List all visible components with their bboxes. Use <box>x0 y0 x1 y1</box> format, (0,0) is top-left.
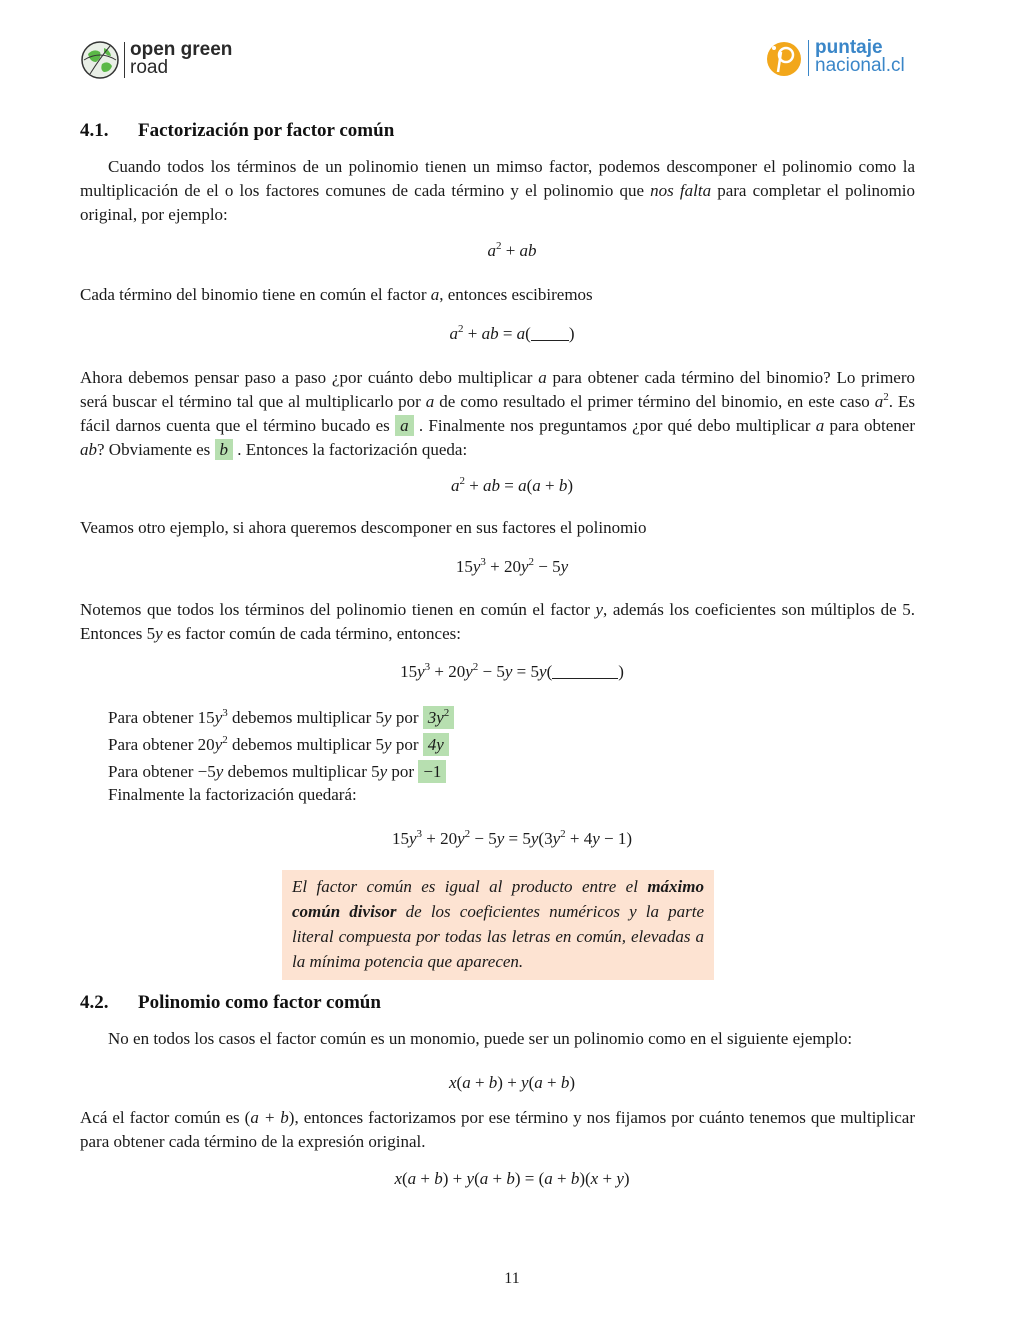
equation-8: x(a + b) + y(a + b) = (a + b)(x + y) <box>394 1169 630 1188</box>
answer-text: −1 <box>423 762 442 781</box>
text: . Entonces la factorización queda: <box>233 440 468 459</box>
paragraph-2 <box>80 283 915 307</box>
answer-highlight <box>418 760 446 783</box>
text: Para obtener −5 <box>108 762 216 781</box>
globe-icon <box>80 40 120 80</box>
answer-text: 4y <box>427 735 444 754</box>
open-green-road-logo <box>80 40 280 80</box>
paragraph-3 <box>80 366 915 462</box>
math-var: a <box>430 285 440 304</box>
exponent: 3 <box>222 707 228 719</box>
text: Cuando todos los términos de un polinomio tienen un mimso factor, podemos descomponer el polinomio como la multiplicación de el o los factores comunes de cada término y el polinomio que <box>80 157 915 200</box>
text: para obtener <box>824 416 915 435</box>
text: de como resultado el primer término del binomio, en este caso <box>434 392 875 411</box>
math-var: y <box>384 708 392 727</box>
math-var: y <box>379 762 388 781</box>
note-box <box>282 870 714 980</box>
sun-icon <box>765 40 803 78</box>
equation-3: $a^2$ + ab = a(a + b) <box>450 475 574 495</box>
text: ? Obviamente es <box>97 440 215 459</box>
text: , además los coeficientes son múltiplos de 5. Entonces 5 <box>80 600 915 643</box>
math-var: a <box>538 368 547 387</box>
page-number: 11 <box>504 1270 520 1287</box>
exponent: 2 <box>222 734 228 746</box>
section-heading <box>80 992 381 1014</box>
text: El factor común es igual al producto entre el <box>292 877 648 896</box>
emphasis: máximo común divisor <box>292 877 704 921</box>
text: por <box>391 708 423 727</box>
brand-line2: road <box>130 57 169 78</box>
text: Acá el factor común es ( <box>80 1108 251 1127</box>
text: debemos multiplicar 5 <box>223 762 380 781</box>
equation-6: $15y^3 + 20y^2 - 5y = 5y(3y^2 + 4y - 1)$ <box>391 828 633 848</box>
equation-2: $a^2$ + ab = a( ) <box>449 323 575 343</box>
math-var: a <box>815 416 825 435</box>
brand-line1: open green <box>130 39 233 60</box>
paragraph-5 <box>80 598 915 646</box>
text: para completar el polinomio original, por ejemplo: <box>80 181 915 224</box>
answer-highlight: a <box>395 415 414 436</box>
math-var: y <box>595 600 604 619</box>
text: , entonces escibiremos <box>439 285 593 304</box>
paragraph-6: No en todos los casos el factor común es un monomio, puede ser un polinomio como en el siguiente ejemplo: <box>108 1029 853 1048</box>
step-row <box>108 758 708 785</box>
math-var: y <box>214 708 223 727</box>
text: Notemos que todos los términos del polinomio tienen en común el factor <box>80 600 596 619</box>
exponent: 2 <box>443 707 450 719</box>
paragraph-intro <box>80 155 915 227</box>
text: debemos multiplicar 5 <box>227 735 385 754</box>
math-expr: a + b <box>250 1108 289 1127</box>
text: Para obtener 15 <box>108 708 215 727</box>
equation-5: $15y^3 + 20y^2 - 5y = 5y$( ) <box>400 661 624 681</box>
steps-final: Finalmente la factorización quedará: <box>108 785 357 804</box>
text: . Es fácil darnos cuenta que el término bucado es <box>80 392 915 435</box>
text: Ahora debemos pensar paso a paso ¿por cuánto debo multiplicar <box>80 368 539 387</box>
text: ), entonces factorizamos por ese término y nos fijamos por cuánto tenemos que multiplicar para obtener cada término de la expresión original. <box>80 1108 915 1151</box>
paragraph-7 <box>80 1106 915 1154</box>
section-title: Factorización por factor común <box>138 120 395 141</box>
section-title: Polinomio como factor común <box>138 992 381 1013</box>
text: por <box>391 735 423 754</box>
text: debemos multiplicar 5 <box>227 708 385 727</box>
exponent: 2 <box>883 391 889 403</box>
brand-line2: nacional.cl <box>815 55 905 76</box>
math-var: ab <box>80 440 97 459</box>
text: . Finalmente nos preguntamos ¿por qué debo multiplicar <box>413 416 816 435</box>
math-var: a <box>425 392 435 411</box>
puntaje-nacional-logo <box>765 38 935 78</box>
equation-1: $a^2$ + ab <box>487 240 537 260</box>
equation-4: $15y^3 + 20y^2 - 5y$ <box>455 556 569 576</box>
steps-list <box>108 704 708 805</box>
brand-line1: puntaje <box>815 37 883 58</box>
paragraph-4: Veamos otro ejemplo, si ahora queremos descomponer en sus factores el polinomio <box>80 518 647 537</box>
text: de los coeficientes numéricos y la parte literal compuesta por todas las letras en común, elevadas a la mínima potencia que aparecen. <box>292 902 704 971</box>
text: Para obtener 20 <box>108 735 215 754</box>
answer-highlight <box>423 733 449 756</box>
math-var: y <box>384 735 392 754</box>
math-var: y <box>214 735 223 754</box>
equation-7: x(a + b) + y(a + b) <box>448 1073 576 1092</box>
answer-highlight <box>423 706 455 729</box>
text: Cada término del binomio tiene en común el factor <box>80 285 431 304</box>
math-var: a <box>874 392 884 411</box>
math-var: y <box>215 762 224 781</box>
step-row <box>108 731 708 758</box>
section-heading <box>80 120 394 142</box>
section-number: 4.1. <box>80 120 109 141</box>
math-var: y <box>155 624 163 643</box>
answer-text: 3y <box>427 708 444 727</box>
text: es factor común de cada término, entonces: <box>162 624 461 643</box>
text: para obtener cada término del binomio? Lo primero será buscar el término tal que al multiplicarlo por <box>80 368 915 411</box>
section-number: 4.2. <box>80 992 109 1013</box>
text: por <box>387 762 419 781</box>
answer-highlight: b <box>215 439 234 460</box>
emphasis: nos falta <box>650 181 712 200</box>
step-row <box>108 704 708 731</box>
